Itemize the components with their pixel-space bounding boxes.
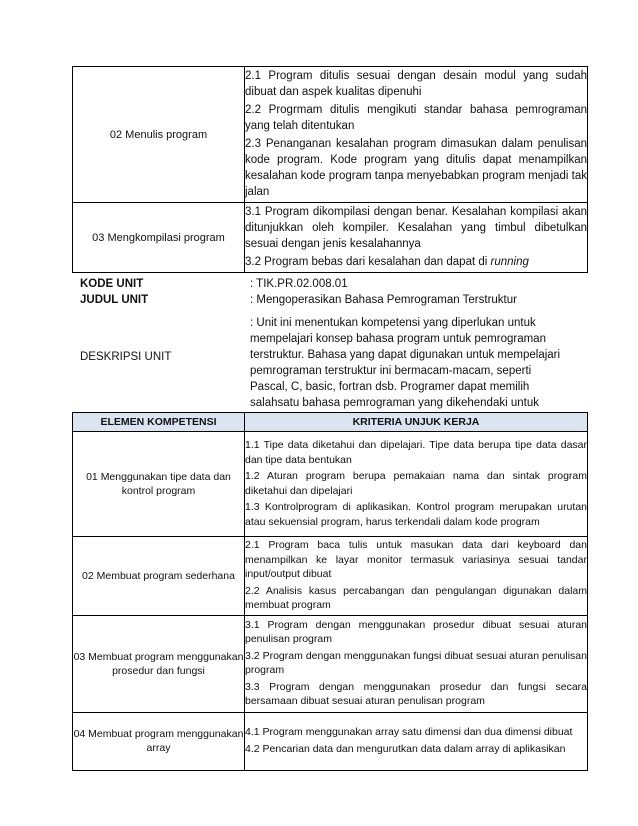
- element-cell: 03 Membuat program menggunakan prosedur dan fungsi: [73, 615, 245, 712]
- judul-unit-label: JUDUL UNIT: [80, 294, 149, 306]
- table-row: [73, 615, 588, 712]
- element-cell: 01 Menggunakan tipe data dan kontrol program: [73, 432, 245, 537]
- element-cell: 02 Membuat program sederhana: [73, 537, 245, 616]
- criteria-item: 3.1 Program dengan menggunakan prosedur dibuat sesuai aturan penulisan program: [245, 618, 587, 645]
- criteria-cell: [245, 537, 588, 616]
- table-row: [73, 203, 588, 273]
- criteria-item: 2.1 Program ditulis sesuai dengan desain modul yang sudah dibuat dan aspek kualitas dipenuhi: [245, 70, 587, 98]
- criteria-item: 3.2 Program dengan menggunakan fungsi dibuat sesuai aturan penulisan program: [245, 649, 587, 676]
- criteria-cell: [245, 203, 588, 273]
- criteria-text: 3.2 Program bebas dari kesalahan dan dapat di: [245, 256, 491, 268]
- criteria-item: [245, 254, 587, 270]
- table-header-row: [73, 413, 588, 432]
- judul-unit-value: : Mengoperasikan Bahasa Pemrograman Terstruktur: [250, 294, 517, 306]
- criteria-item: 1.3 Kontrolprogram di aplikasikan. Kontrol program merupakan urutan atau sekuensial program, harus terkendali dalam kode program: [245, 501, 587, 528]
- criteria-cell: [245, 432, 588, 537]
- top-competency-table: [72, 66, 588, 273]
- deskripsi-unit-label: DESKRIPSI UNIT: [80, 351, 172, 363]
- criteria-item: 2.2 Analisis kasus percabangan dan pengulangan digunakan dalam membuat program: [245, 584, 587, 611]
- table-row: [73, 712, 588, 770]
- deskripsi-unit-value: : Unit ini menentukan kompetensi yang diperlukan untuk mempelajari konsep bahasa program untuk pemrograman terstruktur. Bahasa yang dapat digunakan untuk mempelajari pemrograman terstruktur ini bermacam-macam, seperti Pascal, C, basic, fortran dsb. Programer dapat memilih salahsatu bahasa pemrograman yang dikehendaki untuk: [250, 317, 561, 409]
- element-cell: 03 Mengkompilasi program: [73, 203, 245, 273]
- header-criteria: KRITERIA UNJUK KERJA: [245, 413, 588, 432]
- element-cell: 04 Membuat program menggunakan array: [73, 712, 245, 770]
- criteria-cell: [245, 712, 588, 770]
- criteria-item: 1.1 Tipe data diketahui dan dipelajari. Tipe data berupa tipe data dasar dan tipe data bentukan: [245, 439, 587, 466]
- element-cell: 02 Menulis program: [73, 67, 245, 203]
- header-element: ELEMEN KOMPETENSI: [73, 413, 245, 432]
- criteria-item: 2.2 Progrmam ditulis mengikuti standar bahasa pemrograman yang telah ditentukan: [245, 104, 587, 132]
- criteria-item: 1.2 Aturan program berupa pemakaian nama dan sintak program diketahui dan dipelajari: [245, 470, 587, 497]
- criteria-item: 3.1 Program dikompilasi dengan benar. Kesalahan kompilasi akan ditunjukkan oleh kompiler. Kesalahan yang timbul dibetulkan sesuai dengan jenis kesalahannya: [245, 206, 587, 250]
- criteria-italic-word: running: [490, 256, 529, 268]
- kode-unit-value: : TIK.PR.02.008.01: [250, 278, 348, 290]
- unit-info: [80, 278, 580, 408]
- criteria-item: 4.2 Pencarian data dan mengurutkan data dalam array di aplikasikan: [245, 742, 566, 755]
- criteria-item: 2.1 Program baca tulis untuk masukan data dari keyboard dan menampilkan ke layar monitor termasuk variasinya sesuai tandar input/output dibuat: [245, 539, 587, 580]
- table-row: [73, 67, 588, 203]
- table-row: [73, 432, 588, 537]
- competency-table: [72, 412, 588, 771]
- criteria-item: 3.3 Program dengan menggunakan prosedur dan fungsi secara bersamaan dibuat sesuai aturan penulisan program: [245, 680, 587, 707]
- kode-unit-label: KODE UNIT: [80, 278, 144, 290]
- table-row: [73, 537, 588, 616]
- criteria-cell: [245, 615, 588, 712]
- criteria-cell: [245, 67, 588, 203]
- criteria-item: 4.1 Program menggunakan array satu dimensi dan dua dimensi dibuat: [245, 726, 573, 738]
- criteria-item: 2.3 Penanganan kesalahan program dimasukan dalam penulisan kode program. Kode program yang ditulis dapat menampilkan kesalahan kode program tanpa menyebabkan program menjadi tak jalan: [245, 138, 588, 198]
